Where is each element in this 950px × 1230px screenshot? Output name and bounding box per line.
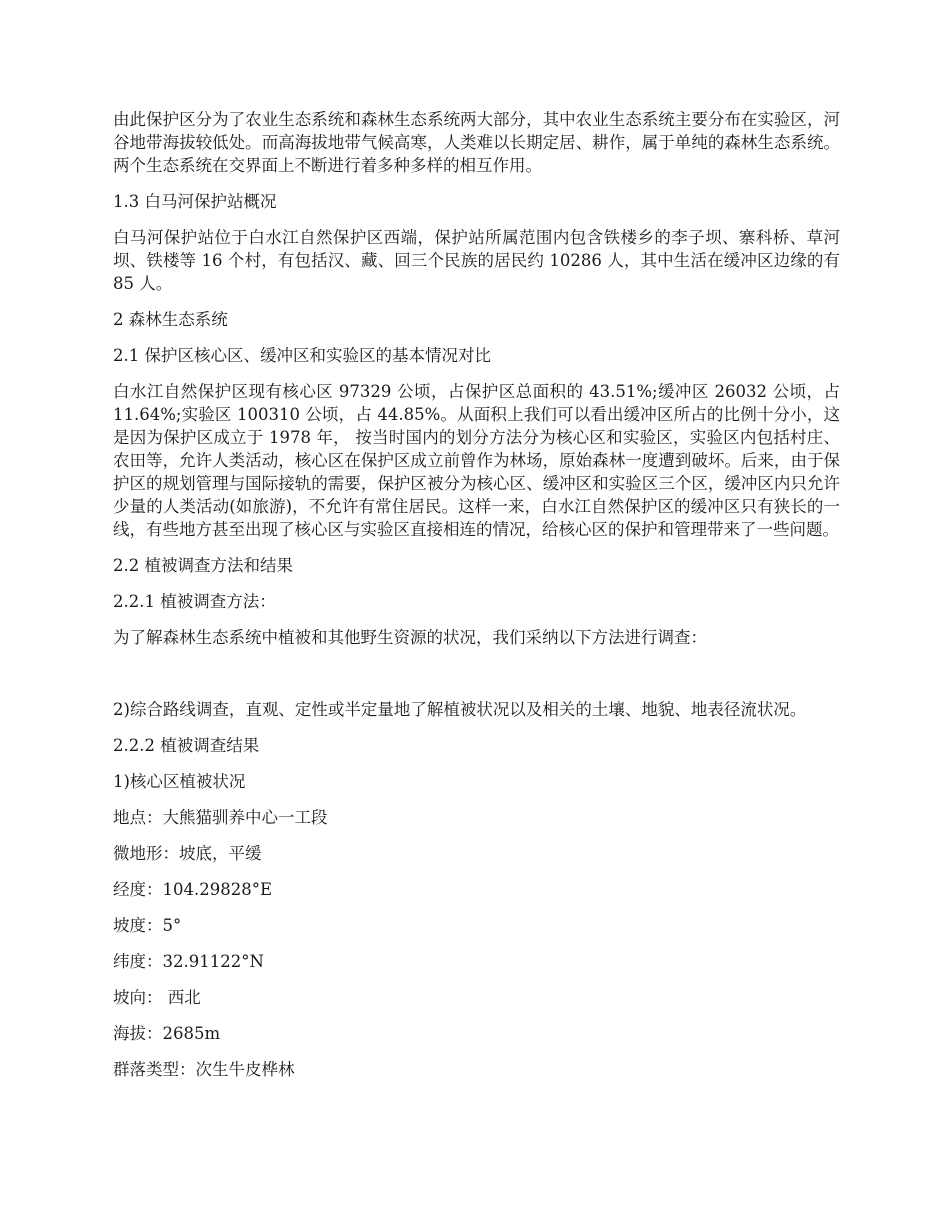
route-survey-paragraph: 2)综合路线调查，直观、定性或半定量地了解植被状况以及相关的土壤、地貌、地表径流状况。 [113, 700, 807, 719]
method-intro-paragraph: 为了解森林生态系统中植被和其他野生资源的状况，我们采纳以下方法进行调查： [113, 628, 707, 647]
location-line: 地点：大熊猫驯养中心一工段 [113, 808, 328, 827]
longitude-line: 经度：104.29828°E [113, 880, 273, 899]
core-zone-heading: 1)核心区植被状况 [113, 772, 246, 791]
slope-line: 坡度：5° [113, 916, 182, 935]
intro-paragraph: 由此保护区分为了农业生态系统和森林生态系统两大部分，其中农业生态系统主要分布在实验区，河谷地带海拔较低处。而高海拔地带气候高寒，人类难以长期定居、耕作，属于单纯的森林生态系统。两个生态系统在交界面上不断进行着多种多样的相互作用。 [113, 110, 840, 175]
blank-gap [113, 662, 840, 698]
section-heading-2-2-2: 2.2.2 植被调查结果 [113, 736, 260, 755]
section-heading-2-2: 2.2 植被调查方法和结果 [113, 556, 293, 575]
microterrain-line: 微地形：坡底，平缓 [113, 844, 262, 863]
section-heading-1-3: 1.3 白马河保护站概况 [113, 192, 277, 211]
altitude-line: 海拔：2685m [113, 1024, 221, 1043]
latitude-line: 纬度：32.91122°N [113, 952, 264, 971]
community-type-line: 群落类型：次生牛皮桦林 [113, 1060, 295, 1079]
station-overview-paragraph: 白马河保护站位于白水江自然保护区西端，保护站所属范围内包含铁楼乡的李子坝、寨科桥、草河坝、铁楼等 16 个村，有包括汉、藏、回三个民族的居民约 10286 人，其中生活在缓冲区边缘的有 85 人。 [113, 228, 840, 293]
section-heading-2-1: 2.1 保护区核心区、缓冲区和实验区的基本情况对比 [113, 346, 491, 365]
zone-comparison-paragraph: 白水江自然保护区现有核心区 97329 公顷，占保护区总面积的 43.51%;缓冲区 26032 公顷，占 11.64%;实验区 100310 公顷，占 44.85%。从面积上我们可以看出缓冲区所占的比例十分小，这是因为保护区成立于 1978 年， 按当时国内的划分方法分为核心区和实验区，实验区内包括村庄、农田等，允许人类活动，核心区在保护区成立前曾作为林场，原始森林一度遭到破坏。后来，由于保护区的规划管理与国际接轨的需要，保护区被分为核心区、缓冲区和实验区三个区，缓冲区内只允许少量的人类活动(如旅游)，不允许有常住居民。这样一来，白水江自然保护区的缓冲区只有狭长的一线，有些地方甚至出现了核心区与实验区直接相连的情况，给核心区的保护和管理带来了一些问题。 [113, 382, 840, 539]
section-heading-2-2-1: 2.2.1 植被调查方法： [113, 592, 276, 611]
section-heading-2: 2 森林生态系统 [113, 310, 228, 329]
aspect-line: 坡向： 西北 [113, 988, 201, 1007]
document-page [113, 108, 840, 1094]
